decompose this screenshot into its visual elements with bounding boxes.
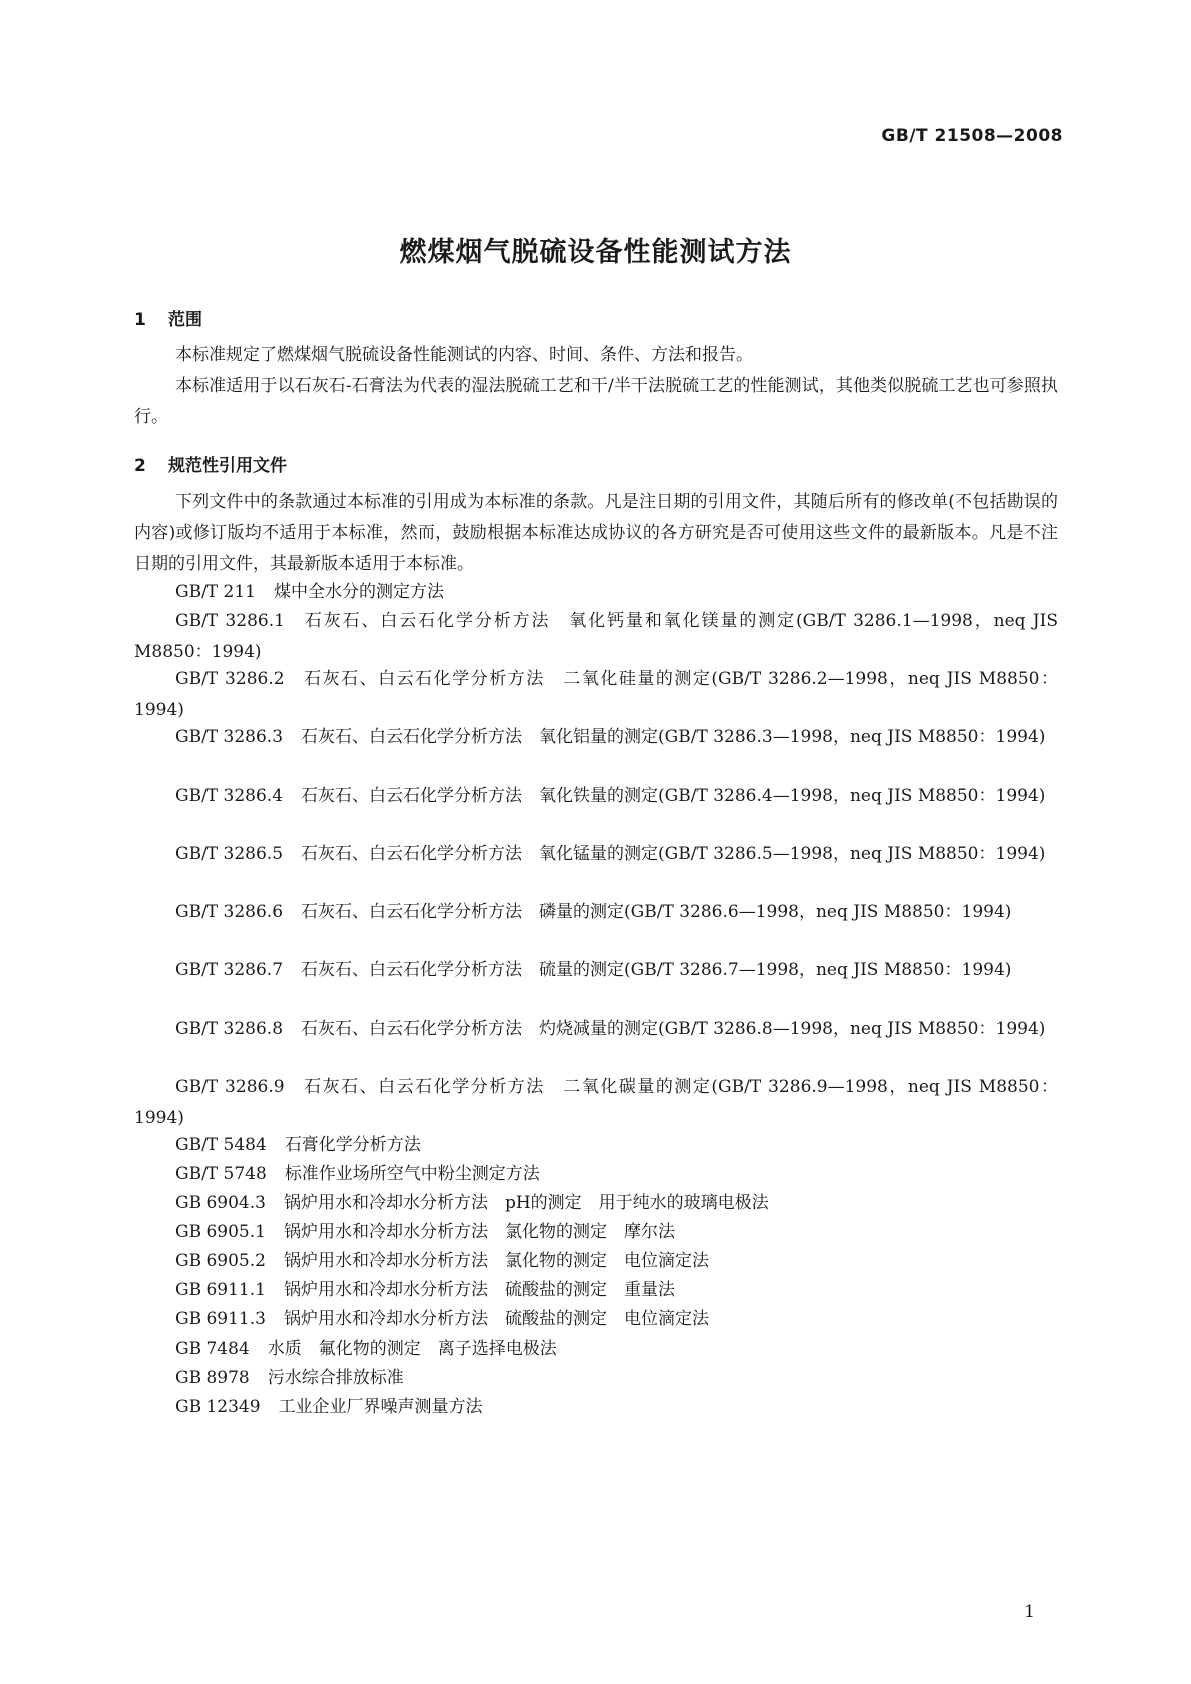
reference-title: 石灰石、白云石化学分析方法 氧化铝量的测定(GB/T 3286.3—1998，neq JIS M8850：1994): [301, 727, 1046, 747]
reference-code: GB 6911.3: [175, 1309, 266, 1329]
reference-item: [134, 897, 1058, 928]
reference-title: 标准作业场所空气中粉尘测定方法: [284, 1164, 540, 1184]
reference-title: 锅炉用水和冷却水分析方法 硫酸盐的测定 重量法: [283, 1280, 675, 1300]
page-number: 1: [1024, 1602, 1035, 1622]
reference-item: [134, 781, 1058, 812]
reference-code: GB/T 3286.4: [175, 786, 284, 806]
standard-code: GB/T 21508—2008: [881, 126, 1063, 146]
reference-item: [134, 1130, 1058, 1161]
reference-title: 水质 氟化物的测定 离子选择电极法: [267, 1339, 557, 1359]
reference-title: 工业企业厂界噪声测量方法: [278, 1397, 483, 1417]
section-number: 1: [134, 310, 146, 330]
reference-title: 石灰石、白云石化学分析方法 氧化锰量的测定(GB/T 3286.5—1998，neq JIS M8850：1994): [301, 844, 1046, 864]
reference-code: GB 6905.2: [175, 1251, 266, 1271]
reference-title: 石灰石、白云石化学分析方法 氧化钙量和氧化镁量的测定(GB/T 3286.1—1998，neq JIS M8850：1994): [134, 611, 1058, 662]
reference-item: [134, 955, 1058, 986]
reference-code: GB 6911.1: [175, 1280, 266, 1300]
reference-title: 石灰石、白云石化学分析方法 二氧化碳量的测定(GB/T 3286.9—1998，neq JIS M8850：1994): [134, 1077, 1058, 1128]
reference-item: [134, 606, 1058, 668]
reference-title: 煤中全水分的测定方法: [274, 582, 444, 602]
reference-item: [134, 1217, 1058, 1248]
reference-code: GB/T 3286.5: [175, 844, 284, 864]
reference-title: 石灰石、白云石化学分析方法 二氧化硅量的测定(GB/T 3286.2—1998，neq JIS M8850：1994): [134, 669, 1058, 720]
reference-code: GB/T 3286.1: [175, 611, 285, 631]
reference-item: [134, 839, 1058, 870]
paragraph: 本标准适用于以石灰石-石膏法为代表的湿法脱硫工艺和干/半干法脱硫工艺的性能测试，其他类似脱硫工艺也可参照执行。: [134, 376, 1058, 427]
reference-item: [134, 1392, 1058, 1423]
reference-item: [134, 722, 1058, 753]
reference-title: 锅炉用水和冷却水分析方法 pH的测定 用于纯水的玻璃电极法: [283, 1193, 769, 1213]
reference-item: [134, 1188, 1058, 1219]
reference-title: 石膏化学分析方法: [284, 1135, 421, 1155]
section-title: 范围: [168, 310, 202, 330]
reference-title: 污水综合排放标准: [267, 1368, 404, 1388]
paragraph: 本标准规定了燃煤烟气脱硫设备性能测试的内容、时间、条件、方法和报告。: [175, 345, 753, 365]
reference-item: [134, 1014, 1058, 1045]
reference-title: 石灰石、白云石化学分析方法 磷量的测定(GB/T 3286.6—1998，neq JIS M8850：1994): [301, 902, 1012, 922]
reference-item: [134, 664, 1058, 726]
reference-code: GB 6904.3: [175, 1193, 266, 1213]
reference-title: 石灰石、白云石化学分析方法 氧化铁量的测定(GB/T 3286.4—1998，neq JIS M8850：1994): [301, 786, 1046, 806]
document-title: 燃煤烟气脱硫设备性能测试方法: [399, 237, 792, 268]
reference-item: [134, 1159, 1058, 1190]
reference-item: [134, 577, 1058, 608]
reference-code: GB/T 3286.9: [175, 1077, 285, 1097]
reference-code: GB/T 3286.7: [175, 960, 284, 980]
reference-title: 锅炉用水和冷却水分析方法 氯化物的测定 电位滴定法: [283, 1251, 709, 1271]
reference-title: 锅炉用水和冷却水分析方法 硫酸盐的测定 电位滴定法: [283, 1309, 709, 1329]
reference-title: 石灰石、白云石化学分析方法 硫量的测定(GB/T 3286.7—1998，neq JIS M8850：1994): [301, 960, 1012, 980]
reference-title: 锅炉用水和冷却水分析方法 氯化物的测定 摩尔法: [283, 1222, 675, 1242]
section-number: 2: [134, 456, 146, 476]
reference-item: [134, 1304, 1058, 1335]
reference-item: [134, 1334, 1058, 1365]
reference-code: GB/T 3286.2: [175, 669, 285, 689]
section-heading-scope: [134, 305, 202, 330]
reference-item: [134, 1246, 1058, 1277]
reference-code: GB/T 3286.8: [175, 1019, 284, 1039]
reference-code: GB/T 211: [175, 582, 256, 602]
reference-code: GB 6905.1: [175, 1222, 266, 1242]
reference-code: GB 7484: [175, 1339, 250, 1359]
reference-code: GB 8978: [175, 1368, 250, 1388]
section-heading-normative-references: [134, 451, 287, 476]
reference-code: GB/T 5748: [175, 1164, 267, 1184]
reference-item: [134, 1072, 1058, 1134]
reference-code: GB 12349: [175, 1397, 261, 1417]
reference-item: [134, 1275, 1058, 1306]
reference-code: GB/T 5484: [175, 1135, 267, 1155]
reference-code: GB/T 3286.3: [175, 727, 284, 747]
section-title: 规范性引用文件: [168, 456, 287, 476]
reference-code: GB/T 3286.6: [175, 902, 284, 922]
reference-title: 石灰石、白云石化学分析方法 灼烧减量的测定(GB/T 3286.8—1998，neq JIS M8850：1994): [301, 1019, 1046, 1039]
reference-item: [134, 1363, 1058, 1394]
paragraph: 下列文件中的条款通过本标准的引用成为本标准的条款。凡是注日期的引用文件，其随后所有的修改单(不包括勘误的内容)或修订版均不适用于本标准，然而，鼓励根据本标准达成协议的各方研究是否可使用这些文件的最新版本。凡是不注日期的引用文件，其最新版本适用于本标准。: [134, 492, 1058, 574]
